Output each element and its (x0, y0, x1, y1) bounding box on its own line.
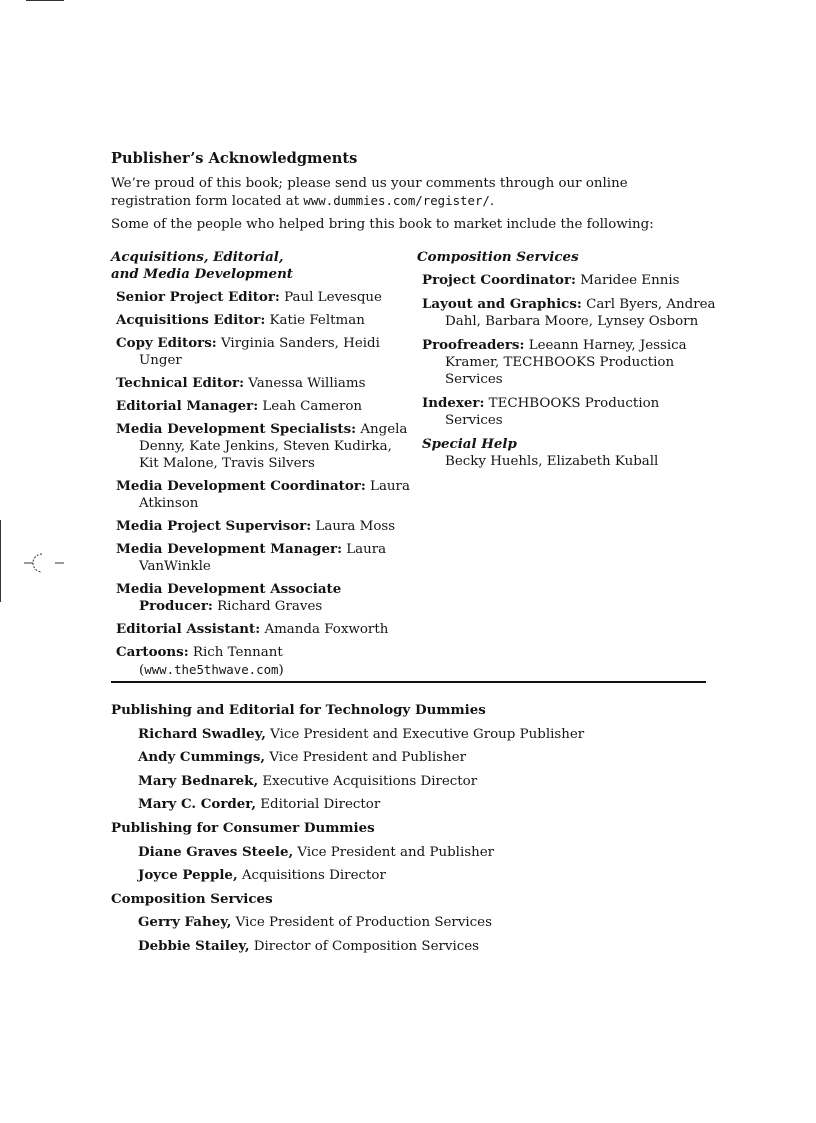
intro-paragraph-1 (111, 175, 711, 210)
credit-role: Copy Editors: (116, 335, 217, 351)
credit-role: Editorial Manager: (116, 398, 259, 414)
person-entry (111, 867, 711, 884)
intro-period: . (489, 194, 495, 209)
person-title: Editorial Director (260, 797, 381, 813)
credit-entry (111, 335, 411, 369)
credit-entry (111, 541, 411, 575)
credit-entry (417, 272, 717, 289)
special-help-heading: Special Help (422, 436, 517, 452)
paren-close: ) (278, 663, 284, 678)
credit-entry (111, 621, 411, 638)
page-title: Publisher’s Acknowledgments (111, 150, 358, 167)
person-entry (111, 773, 711, 790)
person-name: Joyce Pepple, (138, 867, 238, 884)
person-name: Mary Bednarek, (138, 772, 259, 789)
credit-names: Laura Atkinson (139, 479, 410, 511)
registration-mark-icon (24, 550, 66, 576)
credit-role: Media Development Specialists: (116, 421, 357, 437)
credit-role: Acquisitions Editor: (116, 312, 266, 328)
person-entry (111, 726, 711, 743)
credit-entry (111, 312, 411, 329)
crop-mark-top (26, 0, 64, 1)
credit-entry (111, 581, 411, 615)
section-heading-composition: Composition Services (417, 249, 579, 265)
credit-names: Rich Tennant (192, 645, 283, 660)
divider-rule (111, 681, 706, 683)
person-entry (111, 749, 711, 766)
credit-names: Amanda Foxworth (264, 622, 389, 637)
credit-names: Angela Denny, Kate Jenkins, Steven Kudirka, Kit Malone, Travis Silvers (139, 422, 408, 471)
credit-role: Technical Editor: (116, 375, 245, 391)
person-title: Vice President and Executive Group Publisher (270, 726, 585, 742)
credit-role: Layout and Graphics: (422, 296, 582, 312)
person-name: Gerry Fahey, (138, 914, 232, 931)
crop-mark-left (0, 520, 1, 602)
person-title: Vice President and Publisher (269, 750, 467, 766)
credit-names: Virginia Sanders, Heidi Unger (139, 336, 380, 368)
credits-right-column (417, 249, 717, 470)
credit-role: Indexer: (422, 395, 485, 411)
credit-role: Media Project Supervisor: (116, 518, 312, 534)
intro (111, 175, 711, 239)
credit-entry (417, 395, 717, 429)
credit-role: Senior Project Editor: (116, 289, 280, 305)
person-title: Vice President of Production Services (235, 915, 492, 931)
person-entry (111, 914, 711, 931)
credit-names: Vanessa Williams (248, 376, 366, 391)
credit-names: Maridee Ennis (580, 273, 680, 288)
section-heading-line-1: Acquisitions, Editorial, (111, 249, 284, 265)
credit-role: Project Coordinator: (422, 272, 576, 288)
person-title: Acquisitions Director (241, 868, 386, 884)
credit-role: Proofreaders: (422, 337, 525, 353)
special-help-names: Becky Huehls, Elizabeth Kuball (445, 454, 659, 469)
credit-entry (111, 398, 411, 415)
intro-paragraph-2: Some of the people who helped bring this book to market include the following: (111, 217, 654, 232)
registration-url: www.dummies.com/register/ (303, 193, 490, 208)
credit-names: Leeann Harney, Jessica Kramer, TECHBOOKS Production Services (445, 338, 687, 387)
person-name: Debbie Stailey, (138, 937, 250, 954)
intro-text: We’re proud of this book; please send us your comments through our online registration form located at (111, 176, 628, 209)
credit-entry (111, 478, 411, 512)
person-name: Andy Cummings, (138, 749, 266, 766)
credit-entry (111, 421, 411, 472)
person-title: Director of Composition Services (253, 938, 480, 954)
management-credits (111, 702, 711, 962)
credit-role: Media Development Associate Producer: (116, 581, 342, 614)
person-entry (111, 938, 711, 955)
person-title: Executive Acquisitions Director (262, 773, 478, 789)
credit-entry (417, 337, 717, 388)
credit-names: Laura Moss (315, 519, 396, 534)
credit-names: Richard Graves (217, 599, 323, 614)
credit-names: Laura VanWinkle (139, 542, 387, 574)
person-name: Diane Graves Steele, (138, 843, 294, 860)
person-title: Vice President and Publisher (297, 844, 495, 860)
credit-role: Media Development Manager: (116, 541, 343, 557)
section-heading-acquisitions (111, 249, 411, 283)
credit-entry (417, 296, 717, 330)
group-heading: Publishing and Editorial for Technology Dummies (111, 702, 486, 718)
group-heading: Publishing for Consumer Dummies (111, 819, 375, 836)
person-name: Mary C. Corder, (138, 796, 257, 813)
person-name: Richard Swadley, (138, 725, 266, 742)
credit-role: Cartoons: (116, 644, 189, 660)
section-heading-line-2: and Media Development (111, 266, 293, 282)
credit-entry (111, 289, 411, 306)
credit-names: Paul Levesque (284, 290, 382, 305)
person-entry (111, 844, 711, 861)
credit-role: Media Development Coordinator: (116, 478, 366, 494)
group-heading: Composition Services (111, 890, 273, 907)
cartoons-url: www.the5thwave.com (144, 662, 279, 677)
credits-left-column (111, 249, 411, 685)
credit-entry (111, 375, 411, 392)
credit-names: Carl Byers, Andrea Dahl, Barbara Moore, Lynsey Osborn (445, 297, 716, 329)
credit-entry-cartoons (111, 644, 411, 679)
credit-names: TECHBOOKS Production Services (445, 396, 660, 428)
paren-open: ( (139, 663, 145, 678)
credit-names: Leah Cameron (262, 399, 363, 414)
credit-names: Katie Feltman (269, 313, 365, 328)
person-entry (111, 796, 711, 813)
credit-role: Editorial Assistant: (116, 621, 261, 637)
credit-entry (111, 518, 411, 535)
